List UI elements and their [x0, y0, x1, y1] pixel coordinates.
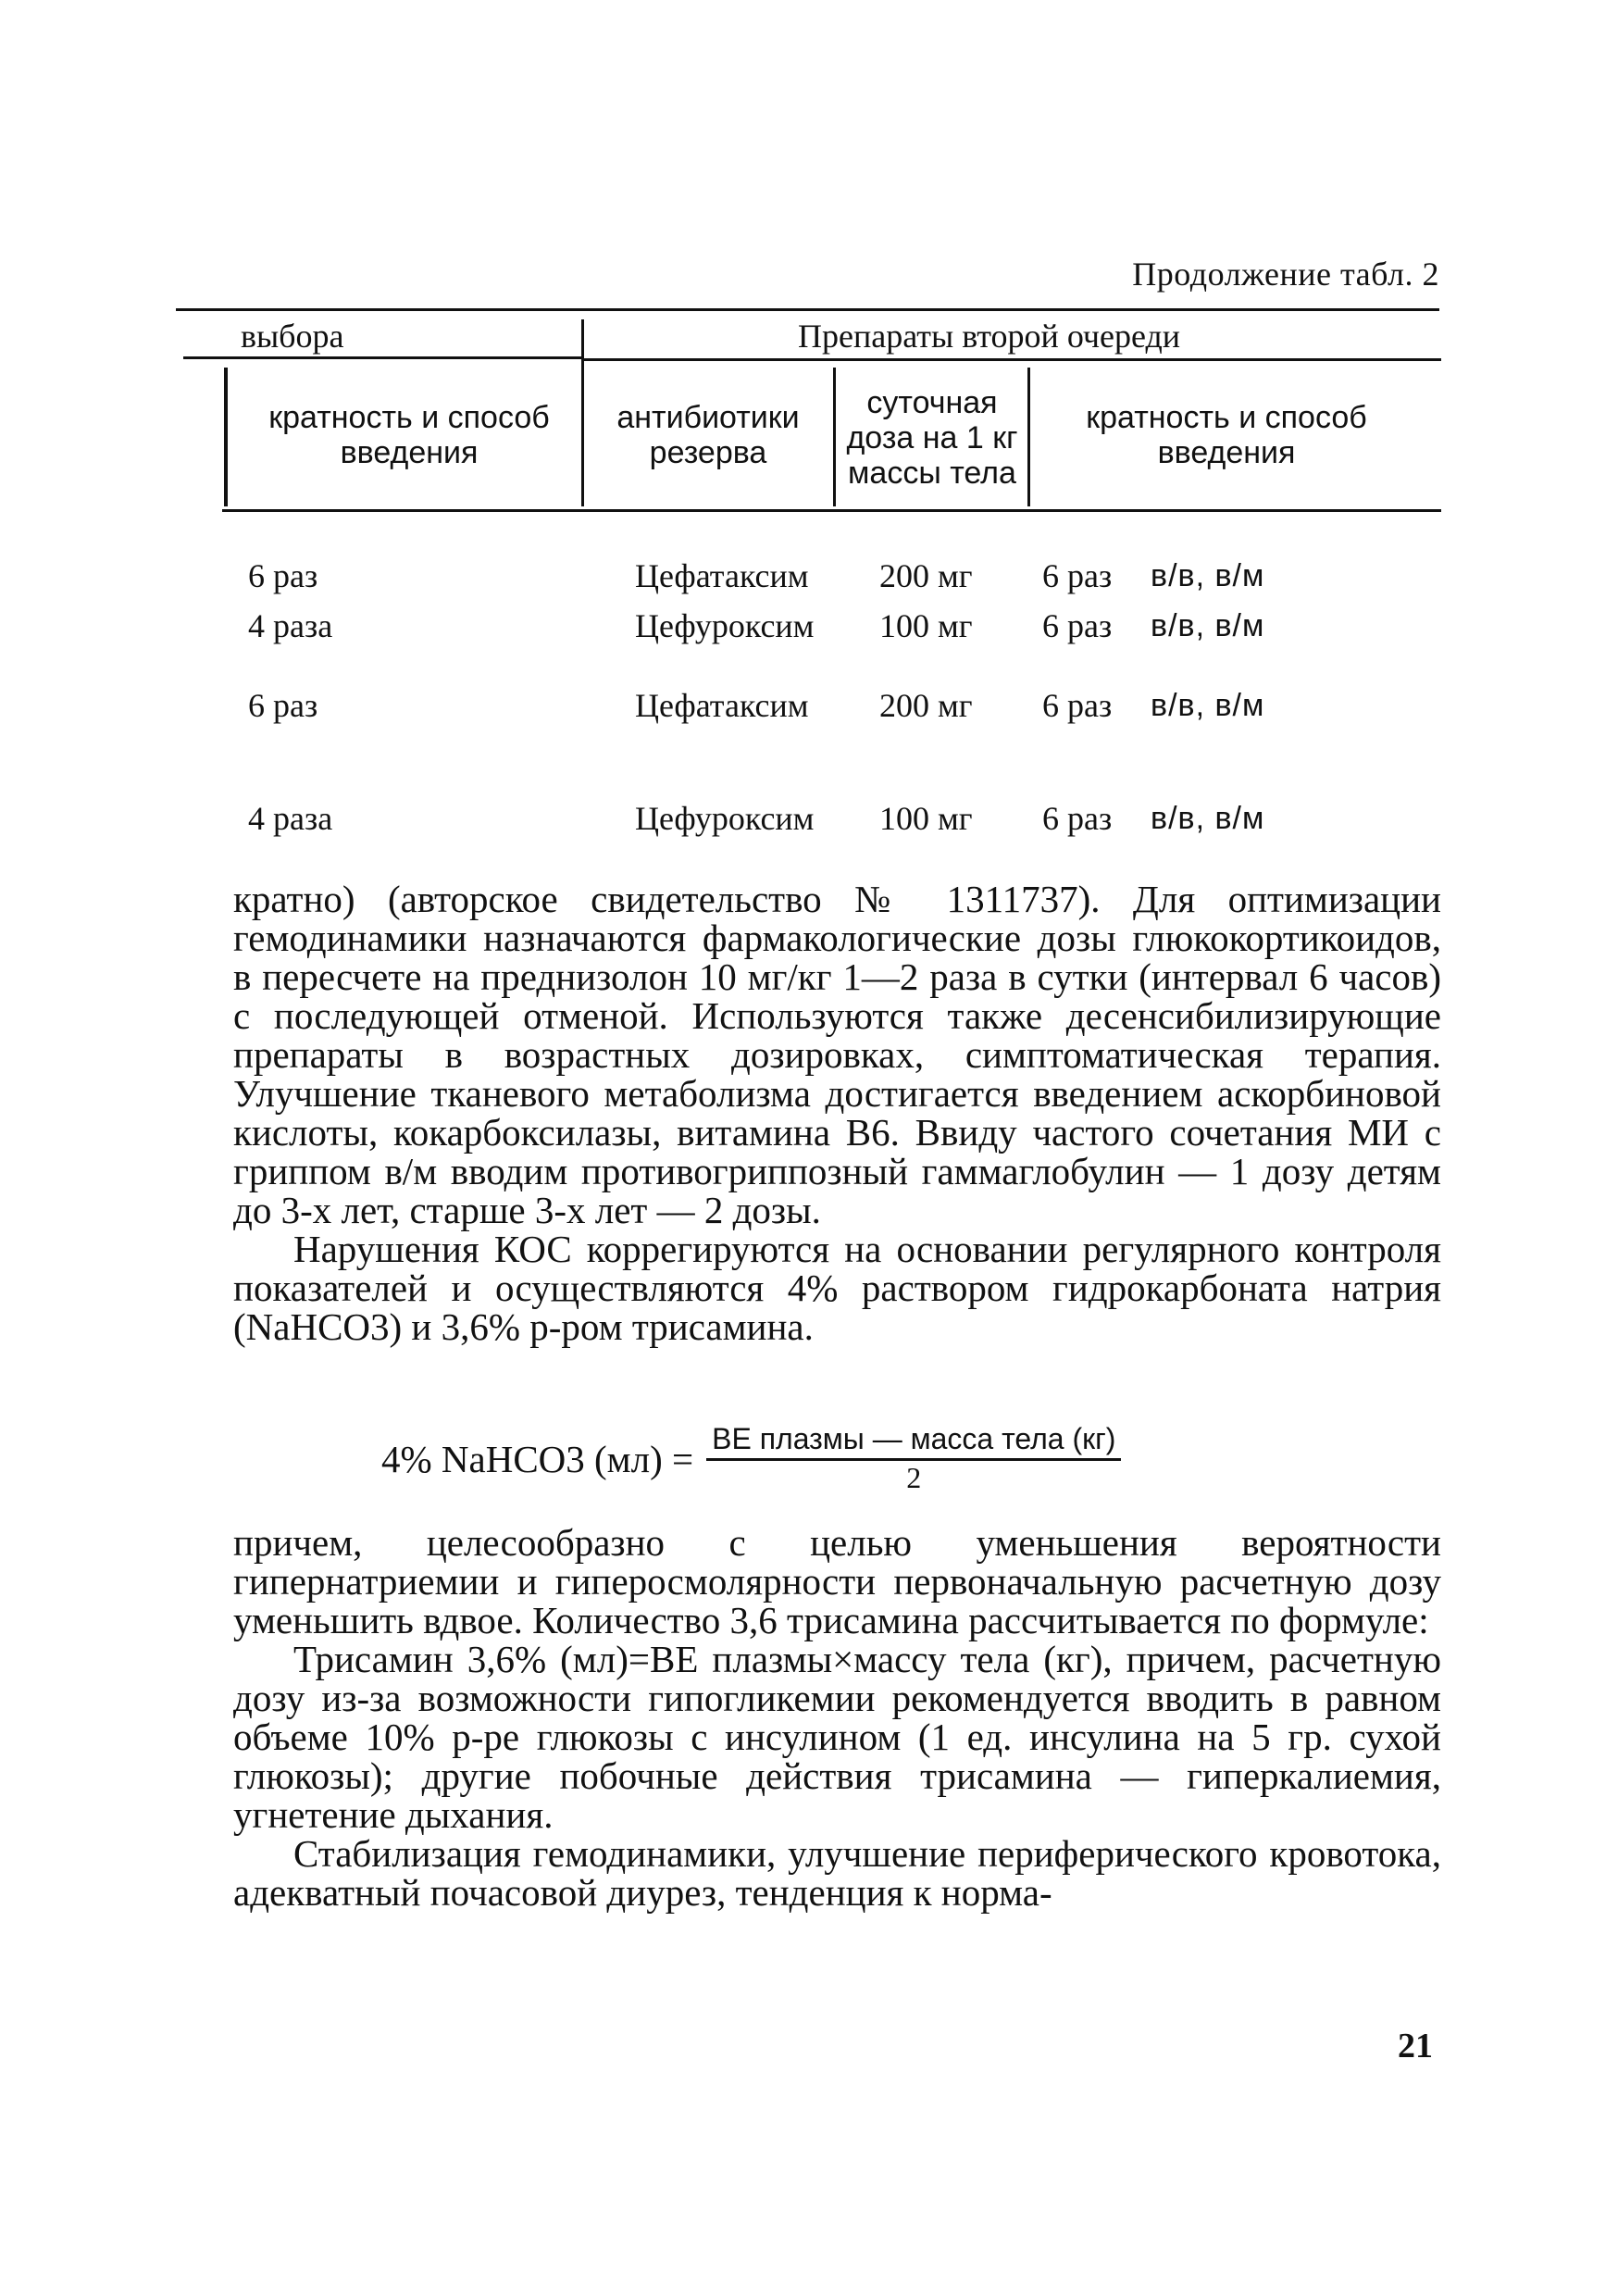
cell-freq2: 6 раз — [1042, 800, 1113, 837]
paragraph: кратно) (авторское свидетельство № 1311737). Для оптимизации гемодинамики назначаются фармакологические дозы глюкокортикоидов, в пересчете на преднизолон 10 мг/кг 1—2 раза в сутки (интервал 6 часов) с последующей отменой. Используются также десенсибилизирующие препараты в возрастных дозировках, симптоматическая терапия. Улучшение тканевого метаболизма достигается введением аскорбиновой кислоты, кокарбоксилазы, витамина B6. Ввиду частого сочетания МИ с гриппом в/м вводим противогриппозный гаммаглобулин — 1 дозу детям до 3-х лет, старше 3-х лет — 2 дозы. — [233, 878, 1441, 1231]
group-divider — [581, 319, 584, 506]
cell-drug: Цефатаксим — [635, 557, 809, 594]
cell-route: в/в, в/м — [1151, 608, 1265, 643]
col-divider-3 — [1027, 368, 1030, 506]
cell-dose: 200 мг — [879, 557, 973, 594]
table-caption: Продолжение табл. 2 — [1132, 256, 1439, 293]
cell-dose: 100 мг — [879, 607, 973, 644]
col-divider-2 — [833, 368, 836, 506]
cell-freq2: 6 раз — [1042, 607, 1113, 644]
cell-freq: 6 раз — [248, 557, 318, 594]
cell-freq: 4 раза — [248, 607, 333, 644]
page-number: 21 — [1398, 2027, 1433, 2065]
group-header-right: Препараты второй очереди — [798, 318, 1181, 355]
paragraph: Нарушения КОС коррегируются на основании регулярного контроля показателей и осуществляются 4% раствором гидрокарбоната натрия (NaHCO3) и 3,6% р-ром трисамина. — [233, 1228, 1441, 1348]
formula-denominator: 2 — [906, 1461, 922, 1494]
nahco3-formula — [381, 1422, 1121, 1495]
cell-freq: 6 раз — [248, 687, 318, 724]
paragraph: Трисамин 3,6% (мл)=BE плазмы×массу тела (кг), причем, расчетную дозу из-за возможности гипогликемии рекомендуется вводить в равном объеме 10% р-ре глюкозы с инсулином (1 ед. инсулина на 5 гр. сухой глюкозы); другие побочные действия трисамина — гиперкалиемия, угнетение дыхания. — [233, 1638, 1441, 1836]
cell-dose: 200 мг — [879, 687, 973, 724]
cell-drug: Цефуроксим — [635, 800, 815, 837]
cell-route: в/в, в/м — [1151, 558, 1265, 593]
header-freq-route-2: кратность и способ введения — [1086, 400, 1367, 470]
group-underline-left — [183, 356, 581, 359]
header-bottom-rule — [222, 509, 1441, 512]
formula-left: 4% NaHCO3 (мл) = — [381, 1437, 694, 1480]
cell-drug: Цефуроксим — [635, 607, 815, 644]
formula-fraction — [706, 1422, 1121, 1495]
header-reserve-antibiotics: антибиотики резерва — [616, 400, 800, 470]
left-bracket — [224, 368, 228, 506]
body-text-upper — [233, 880, 1441, 1346]
body-text-lower — [233, 1523, 1441, 1912]
header-daily-dose: суточная доза на 1 кг массы тела — [846, 385, 1018, 491]
group-underline-right — [584, 358, 1441, 361]
cell-freq: 4 раза — [248, 800, 333, 837]
formula-numerator: BE плазмы — масса тела (кг) — [706, 1422, 1121, 1461]
paragraph: причем, целесообразно с целью уменьшения вероятности гипернатриемии и гиперосмолярности первоначальную расчетную дозу уменьшить вдвое. Количество 3,6 трисамина рассчитывается по формуле: — [233, 1521, 1441, 1641]
cell-freq2: 6 раз — [1042, 687, 1113, 724]
cell-route: в/в, в/м — [1151, 688, 1265, 723]
cell-drug: Цефатаксим — [635, 687, 809, 724]
cell-dose: 100 мг — [879, 800, 973, 837]
cell-route: в/в, в/м — [1151, 801, 1265, 836]
paragraph: Стабилизация гемодинамики, улучшение периферического кровотока, адекватный почасовой диурез, тенденция к норма- — [233, 1832, 1441, 1914]
group-header-left: выбора — [241, 318, 344, 355]
header-freq-route-1: кратность и способ введения — [268, 400, 550, 470]
cell-freq2: 6 раз — [1042, 557, 1113, 594]
table-top-rule — [176, 308, 1439, 311]
